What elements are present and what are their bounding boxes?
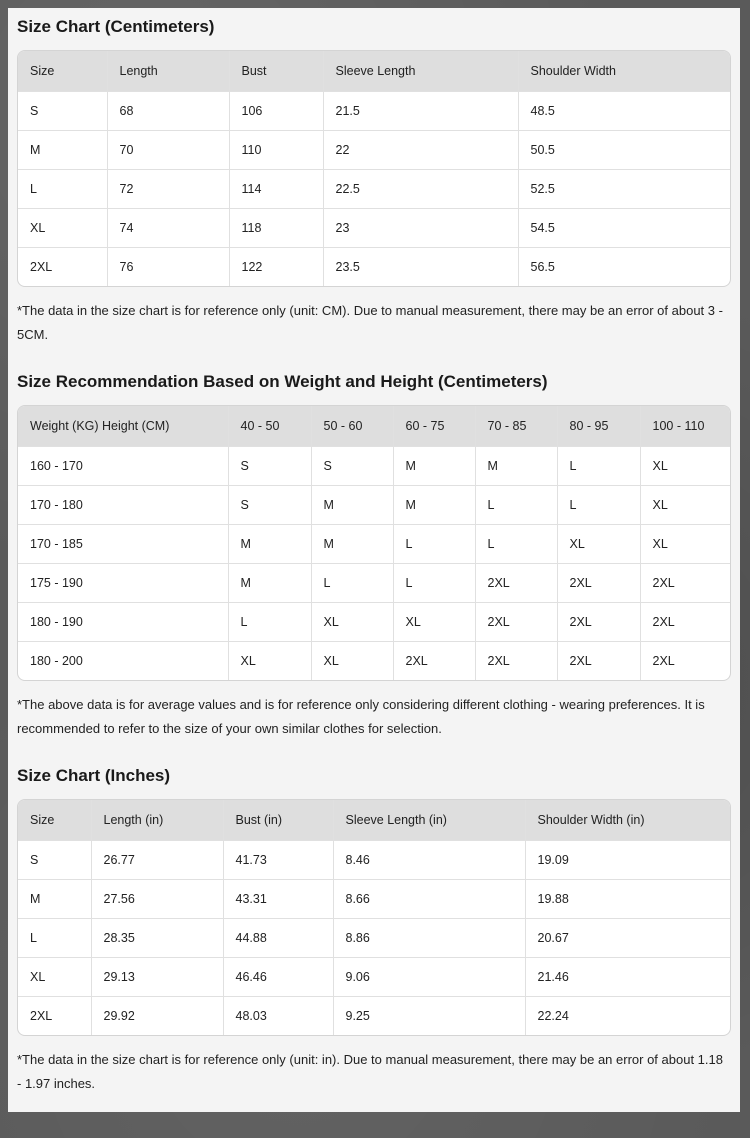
table-cell: M — [311, 485, 393, 524]
recommendation-table — [17, 405, 731, 681]
table-cell: 56.5 — [530, 259, 555, 274]
table-row — [18, 91, 730, 130]
recommendation-note: *The above data is for average values and is for reference only considering different clothing - wearing preferences. It is recommended to refer to the size of your own similar clothes for selection. — [17, 697, 705, 736]
table-cell: 2XL — [18, 996, 91, 1035]
table-row — [18, 840, 730, 879]
table-cell: 22.24 — [537, 1008, 569, 1023]
table-cell: 19.09 — [525, 840, 730, 879]
recommendation-title: Size Recommendation Based on Weight and Height (Centimeters) — [17, 372, 548, 391]
table-cell: 2XL — [475, 602, 557, 641]
table-cell: L — [475, 524, 557, 563]
table-cell: 43.31 — [223, 879, 333, 918]
table-cell: 76 — [107, 247, 229, 286]
column-header: Size — [18, 800, 91, 840]
table-cell: XL — [228, 641, 311, 680]
table-cell: 23.5 — [323, 247, 518, 286]
table-cell: M — [228, 563, 311, 602]
table-cell: 106 — [229, 91, 323, 130]
column-header: 100 - 110 — [640, 406, 730, 446]
table-cell: 2XL — [18, 247, 107, 286]
column-header: Length (in) — [91, 800, 223, 840]
table-cell: 2XL — [557, 641, 640, 680]
table-cell: L — [18, 918, 91, 957]
column-header: 80 - 95 — [557, 406, 640, 446]
table-cell: 8.66 — [333, 879, 525, 918]
table-cell: 170 - 180 — [18, 485, 228, 524]
table-cell: 122 — [229, 247, 323, 286]
table-cell: 9.25 — [333, 996, 525, 1035]
table-row — [18, 130, 730, 169]
column-header: 70 - 85 — [475, 406, 557, 446]
column-header: Sleeve Length — [323, 51, 518, 91]
table-cell: XL — [393, 602, 475, 641]
table-cell: XL — [18, 208, 107, 247]
table-cell: 118 — [229, 208, 323, 247]
table-cell: S — [18, 840, 91, 879]
table-cell: 28.35 — [91, 918, 223, 957]
table-cell: 180 - 190 — [18, 602, 228, 641]
table-cell: 2XL — [640, 602, 730, 641]
table-cell: 19.88 — [525, 879, 730, 918]
table-cell: 2XL — [475, 563, 557, 602]
table-cell: 23 — [323, 208, 518, 247]
table-cell: 20.67 — [525, 918, 730, 957]
table-cell: 22.5 — [323, 169, 518, 208]
table-cell: XL — [311, 602, 393, 641]
table-cell: L — [475, 485, 557, 524]
table-cell: L — [393, 524, 475, 563]
table-header-row — [18, 406, 730, 446]
column-header: Shoulder Width — [518, 51, 730, 91]
table-cell: 2XL — [393, 641, 475, 680]
table-cell: S — [228, 446, 311, 485]
table-cell: XL — [640, 446, 730, 485]
table-cell: S — [228, 485, 311, 524]
column-header: Weight (KG) Height (CM) — [18, 406, 228, 446]
table-cell: 2XL — [557, 602, 640, 641]
table-cell: S — [311, 446, 393, 485]
table-row — [18, 879, 730, 918]
table-cell: 29.13 — [91, 957, 223, 996]
table-cell: M — [393, 485, 475, 524]
table-cell: 9.06 — [333, 957, 525, 996]
column-header: Bust — [229, 51, 323, 91]
table-header-row — [18, 800, 730, 840]
column-header: Bust (in) — [223, 800, 333, 840]
table-row — [18, 563, 730, 602]
table-row — [18, 602, 730, 641]
table-cell: 8.46 — [333, 840, 525, 879]
table-row — [18, 641, 730, 680]
column-header: Shoulder Width (in) — [525, 800, 730, 840]
column-header: Sleeve Length (in) — [333, 800, 525, 840]
table-cell: M — [311, 524, 393, 563]
table-cell: 29.92 — [91, 996, 223, 1035]
table-row — [18, 169, 730, 208]
table-cell: 2XL — [475, 641, 557, 680]
table-cell: L — [557, 485, 640, 524]
inch-chart-title: Size Chart (Inches) — [17, 766, 171, 785]
table-cell: XL — [311, 641, 393, 680]
column-header: 60 - 75 — [393, 406, 475, 446]
table-cell: XL — [640, 524, 730, 563]
table-cell: 74 — [107, 208, 229, 247]
table-row — [18, 996, 730, 1035]
table-cell: 180 - 200 — [18, 641, 228, 680]
table-cell: 21.5 — [323, 91, 518, 130]
table-cell: 48.5 — [518, 91, 730, 130]
table-row — [18, 446, 730, 485]
table-cell: 27.56 — [91, 879, 223, 918]
table-header-row — [18, 51, 730, 91]
table-row — [18, 485, 730, 524]
table-row — [18, 524, 730, 563]
table-cell: 8.86 — [333, 918, 525, 957]
table-cell: M — [18, 130, 107, 169]
table-cell: 70 — [107, 130, 229, 169]
table-cell: S — [18, 91, 107, 130]
table-cell: 22 — [323, 130, 518, 169]
table-cell: L — [18, 169, 107, 208]
table-cell: 114 — [229, 169, 323, 208]
table-cell: 50.5 — [518, 130, 730, 169]
inch-size-table — [17, 799, 731, 1036]
table-row — [18, 918, 730, 957]
table-cell: 2XL — [557, 563, 640, 602]
cm-chart-title: Size Chart (Centimeters) — [17, 17, 215, 36]
table-cell: 44.88 — [223, 918, 333, 957]
cm-size-table — [17, 50, 731, 287]
table-cell: L — [393, 563, 475, 602]
table-cell: M — [18, 879, 91, 918]
table-cell: XL — [18, 957, 91, 996]
table-cell: XL — [640, 485, 730, 524]
table-cell: 110 — [229, 130, 323, 169]
table-cell: 72 — [107, 169, 229, 208]
table-cell: 170 - 185 — [18, 524, 228, 563]
table-cell: 54.5 — [518, 208, 730, 247]
table-cell: 21.46 — [525, 957, 730, 996]
table-cell: 46.46 — [223, 957, 333, 996]
cm-chart-note: *The data in the size chart is for reference only (unit: CM). Due to manual measurement, there may be an error of about 3 - 5CM. — [17, 303, 723, 342]
inch-chart-note: *The data in the size chart is for reference only (unit: in). Due to manual measurement, there may be an error of about 1.18 - 1.97 inches. — [17, 1052, 723, 1091]
table-cell: L — [557, 446, 640, 485]
table-cell: 52.5 — [518, 169, 730, 208]
table-cell: M — [475, 446, 557, 485]
column-header: 40 - 50 — [228, 406, 311, 446]
table-row — [18, 247, 730, 286]
column-header: Length — [107, 51, 229, 91]
table-cell: L — [228, 602, 311, 641]
column-header: Size — [18, 51, 107, 91]
table-cell: 160 - 170 — [18, 446, 228, 485]
table-row — [18, 957, 730, 996]
table-cell: 2XL — [640, 563, 730, 602]
table-cell: 41.73 — [223, 840, 333, 879]
table-cell: 26.77 — [91, 840, 223, 879]
table-cell: 175 - 190 — [18, 563, 228, 602]
size-guide-panel — [8, 8, 740, 1112]
table-cell: M — [393, 446, 475, 485]
table-cell: L — [311, 563, 393, 602]
table-row — [18, 208, 730, 247]
table-cell: M — [228, 524, 311, 563]
table-cell: 2XL — [652, 653, 675, 668]
table-cell: 48.03 — [223, 996, 333, 1035]
table-cell: 68 — [107, 91, 229, 130]
table-cell: XL — [557, 524, 640, 563]
column-header: 50 - 60 — [311, 406, 393, 446]
